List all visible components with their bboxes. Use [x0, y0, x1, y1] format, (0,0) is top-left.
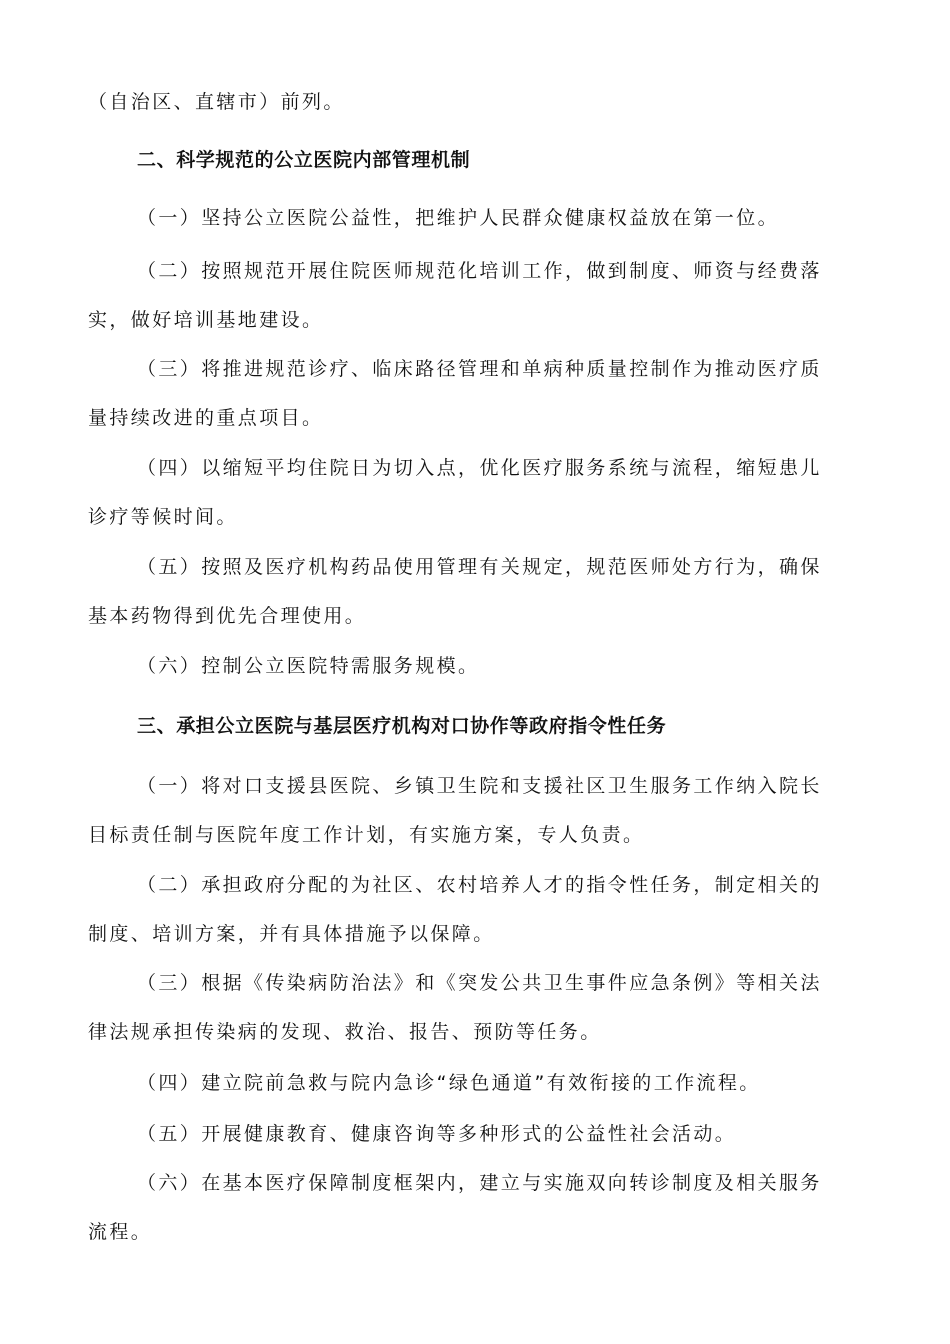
item-3-4: （四）建立院前急救与院内急诊“绿色通道”有效衔接的工作流程。: [137, 1072, 761, 1094]
item-3-1-line-1: （一）将对口支援县医院、乡镇卫生院和支援社区卫生服务工作纳入院长: [137, 775, 822, 797]
item-2-5-line-1: （五）按照及医疗机构药品使用管理有关规定，规范医师处方行为，确保: [137, 556, 822, 578]
item-2-4-line-2: 诊疗等候时间。: [88, 506, 238, 528]
section-heading-2: 二、科学规范的公立医院内部管理机制: [137, 149, 471, 171]
item-3-2-line-2: 制度、培训方案，并有具体措施予以保障。: [88, 923, 495, 945]
item-2-6: （六）控制公立医院特需服务规模。: [137, 655, 480, 677]
section-heading-3: 三、承担公立医院与基层医疗机构对口协作等政府指令性任务: [137, 715, 667, 737]
item-2-3-line-1: （三）将推进规范诊疗、临床路径管理和单病种质量控制作为推动医疗质: [137, 358, 822, 380]
item-3-6-line-1: （六）在基本医疗保障制度框架内，建立与实施双向转诊制度及相关服务: [137, 1172, 822, 1194]
item-2-2-line-2: 实，做好培训基地建设。: [88, 309, 324, 331]
item-3-5: （五）开展健康教育、健康咨询等多种形式的公益性社会活动。: [137, 1123, 737, 1145]
item-2-3-line-2: 量持续改进的重点项目。: [88, 407, 324, 429]
paragraph-continuation: （自治区、直辖市）前列。: [88, 91, 345, 113]
item-3-3-line-2: 律法规承担传染病的发现、救治、报告、预防等任务。: [88, 1021, 602, 1043]
item-2-2-line-1: （二）按照规范开展住院医师规范化培训工作，做到制度、师资与经费落: [137, 260, 822, 282]
item-3-1-line-2: 目标责任制与医院年度工作计划，有实施方案，专人负责。: [88, 824, 645, 846]
item-3-3-line-1: （三）根据《传染病防治法》和《突发公共卫生事件应急条例》等相关法: [137, 972, 822, 994]
item-2-1: （一）坚持公立医院公益性，把维护人民群众健康权益放在第一位。: [137, 207, 780, 229]
item-2-5-line-2: 基本药物得到优先合理使用。: [88, 605, 367, 627]
item-2-4-line-1: （四）以缩短平均住院日为切入点，优化医疗服务系统与流程，缩短患儿: [137, 457, 822, 479]
item-3-6-line-2: 流程。: [88, 1221, 153, 1243]
item-3-2-line-1: （二）承担政府分配的为社区、农村培养人才的指令性任务，制定相关的: [137, 874, 822, 896]
